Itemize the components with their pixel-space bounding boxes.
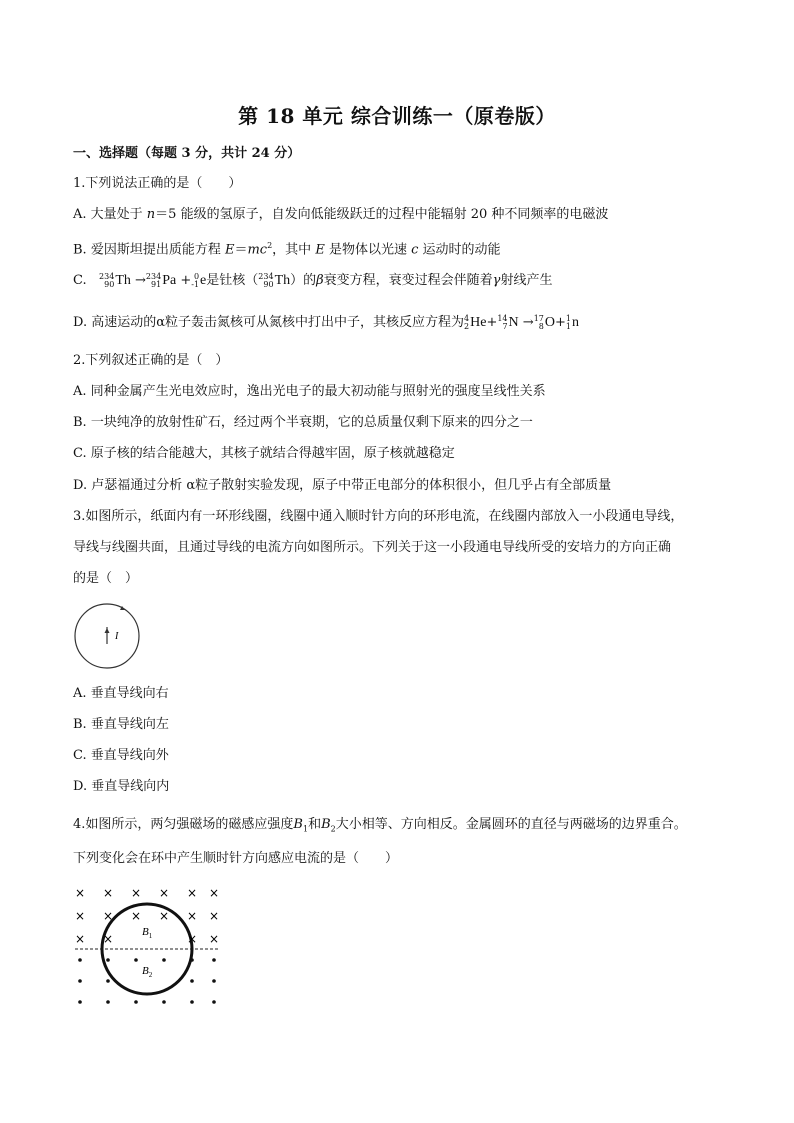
field-out-of-page-symbol [134,1000,138,1004]
field-into-page-symbol: × [74,909,86,923]
field-out-of-page-symbol [212,1000,216,1004]
field-into-page-symbol: × [158,886,170,900]
field-out-of-page-symbol [134,958,138,962]
field-into-page-symbol: × [208,909,220,923]
field-into-page-symbol: × [158,909,170,923]
q3-option-b: B. 垂直导线向左 [73,717,169,732]
coil-diagram [70,600,146,672]
field-into-page-symbol: × [130,909,142,923]
q2-option-d: D. 卢瑟福通过分析 α粒子散射实验发现，原子中带正电部分的体积很小，但几乎占有全部质量 [73,478,612,493]
q1-stem: 1.下列说法正确的是（ ） [73,176,242,191]
q4-stem-line1: 4.如图所示，两匀强磁场的磁感应强度$B_1$和$B_2$大小相等、方向相反。金属圆环的直径与两磁场的边界重合。 [73,817,687,834]
field-out-of-page-symbol [78,979,82,983]
field-out-of-page-symbol [162,958,166,962]
field-into-page-symbol: × [208,932,220,946]
field-out-of-page-symbol [212,958,216,962]
field-out-of-page-symbol [190,979,194,983]
section-heading: 一、选择题（每题 3 分，共计 24 分） [73,146,301,161]
field-into-page-symbol: × [186,932,198,946]
q3-stem-line2: 导线与线圈共面，且通过导线的电流方向如图所示。下列关于这一小段通电导线所受的安培力的方向正确 [73,540,672,555]
q3-stem-line1: 3.如图所示，纸面内有一环形线圈，线圈中通入顺时针方向的环形电流，在线圈内部放入一小段通电导线， [73,509,684,524]
field-out-of-page-symbol [190,1000,194,1004]
q3-option-d: D. 垂直导线向内 [73,779,170,794]
b1-label: $B_1$ [142,926,153,940]
q1-option-d: D. 高速运动的α粒子轰击氮核可从氮核中打出中子，其核反应方程为 4 2 He+ 14 7 N → 17 8 O+ 1 1 n [73,313,580,331]
q1-option-b: B. 爱因斯坦提出质能方程 $E=mc^2$，其中 E 是物体以光速 c 运动时的动能 [73,241,501,258]
field-out-of-page-symbol [162,1000,166,1004]
field-into-page-symbol: × [186,909,198,923]
q2-option-c: C. 原子核的结合能越大，其核子就结合得越牢固，原子核就越稳定 [73,446,455,461]
field-out-of-page-symbol [106,979,110,983]
field-into-page-symbol: × [102,909,114,923]
q2-stem: 2.下列叙述正确的是（ ） [73,353,229,368]
current-label: I [115,631,119,642]
q1-option-a: A. 大量处于 n＝5 能级的氢原子，自发向低能级跃迁的过程中能辐射 20 种不同频率的电磁波 [73,207,609,222]
field-into-page-symbol: × [102,886,114,900]
field-out-of-page-symbol [78,958,82,962]
field-out-of-page-symbol [212,979,216,983]
field-into-page-symbol: × [186,886,198,900]
q4-stem-line2: 下列变化会在环中产生顺时针方向感应电流的是（ ） [73,851,399,866]
q2-option-b: B. 一块纯净的放射性矿石，经过两个半衰期，它的总质量仅剩下原来的四分之一 [73,415,533,430]
field-into-page-symbol: × [74,932,86,946]
q2-option-a: A. 同种金属产生光电效应时，逸出光电子的最大初动能与照射光的强度呈线性关系 [73,384,546,399]
field-out-of-page-symbol [106,1000,110,1004]
q3-option-a: A. 垂直导线向右 [73,686,169,701]
isotope-numbers: 234 90 [99,271,115,289]
b2-label: $B_2$ [142,965,153,979]
q1-option-c: C. 234 90 Th → 234 91 Pa + 0 -1 e是钍核（ 234 90 Th）的β衰变方程，衰变过程会伴随着γ射线产生 [73,271,553,289]
field-out-of-page-symbol [78,1000,82,1004]
current-arrow-icon [105,628,110,633]
field-into-page-symbol: × [102,932,114,946]
field-into-page-symbol: × [130,886,142,900]
q3-option-c: C. 垂直导线向外 [73,748,169,763]
field-into-page-symbol: × [74,886,86,900]
page-title: 第 18 单元 综合训练一（原卷版） [238,104,556,128]
magnetic-field-diagram [70,880,230,1015]
field-into-page-symbol: × [208,886,220,900]
q3-stem-line3: 的是（ ） [73,571,139,586]
field-out-of-page-symbol [106,958,110,962]
field-out-of-page-symbol [190,958,194,962]
